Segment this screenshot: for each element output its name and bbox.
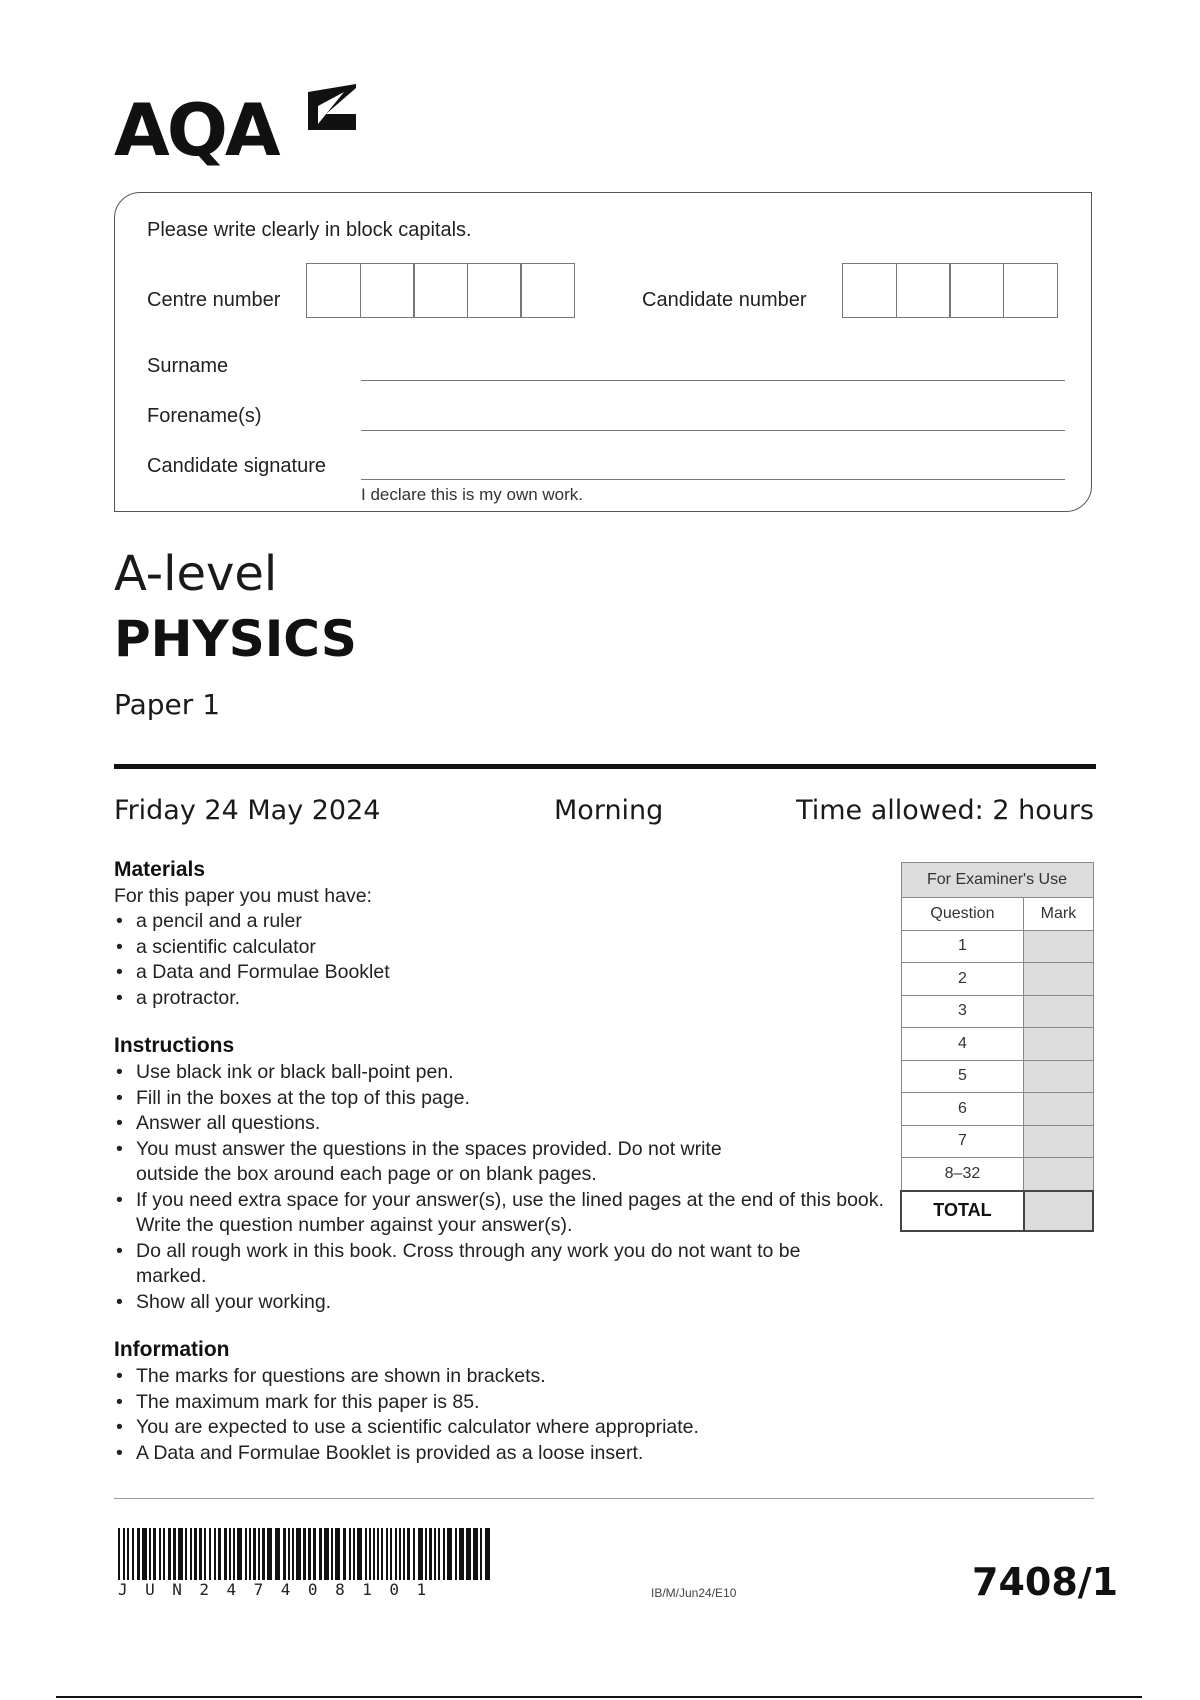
candidate-number-digit-3[interactable] (949, 263, 1004, 318)
signature-line[interactable] (361, 479, 1065, 480)
mark-cell[interactable] (1024, 1060, 1093, 1093)
mark-cell[interactable] (1024, 1125, 1093, 1158)
table-row (901, 930, 1093, 963)
exam-session: Morning (554, 795, 664, 826)
barcode (118, 1528, 490, 1580)
information-heading: Information (114, 1338, 230, 1361)
mark-cell[interactable] (1024, 1158, 1093, 1191)
mark-cell[interactable] (1024, 1028, 1093, 1061)
mark-cell[interactable] (1024, 995, 1093, 1028)
list-item: • Answer all questions. (114, 1111, 874, 1137)
table-row (901, 1125, 1093, 1158)
candidate-number-boxes (842, 263, 1056, 318)
paper-code: 7408/1 (972, 1560, 1119, 1604)
forenames-line[interactable] (361, 430, 1065, 431)
list-item: • Use black ink or black ball-point pen. (114, 1060, 874, 1086)
information-list (114, 1364, 874, 1466)
paper-number: Paper 1 (114, 688, 221, 721)
question-number: 7 (901, 1125, 1024, 1158)
aqa-logo (114, 80, 374, 172)
materials-section (114, 858, 864, 1011)
list-item: • Fill in the boxes at the top of this page. (114, 1086, 874, 1112)
candidate-number-digit-2[interactable] (896, 263, 951, 318)
examiner-use-table (900, 862, 1094, 1232)
candidate-number-label: Candidate number (642, 289, 807, 311)
list-item: • The marks for questions are shown in brackets. (114, 1364, 874, 1390)
qualification-level: A-level (114, 546, 278, 602)
list-item: • a Data and Formulae Booklet (114, 960, 864, 986)
own-work-declaration: I declare this is my own work. (361, 485, 584, 504)
centre-number-digit-3[interactable] (413, 263, 468, 318)
candidate-details-box (114, 192, 1092, 512)
table-row (901, 1060, 1093, 1093)
mark-cell[interactable] (1024, 930, 1093, 963)
list-item: • A Data and Formulae Booklet is provided as a loose insert. (114, 1441, 874, 1467)
mark-column-header: Mark (1024, 898, 1093, 931)
mark-cell[interactable] (1024, 1093, 1093, 1126)
instructions-heading: Instructions (114, 1034, 235, 1057)
materials-list (114, 909, 864, 1011)
surname-line[interactable] (361, 380, 1065, 381)
information-section (114, 1338, 874, 1466)
list-item: • You must answer the questions in the spaces provided. Do not write outside the box around each page or on blank pages. (114, 1137, 776, 1188)
logo-text: AQA (114, 88, 278, 172)
mark-cell[interactable] (1024, 963, 1093, 996)
examiner-use-title: For Examiner's Use (901, 863, 1093, 898)
barcode-number: JUN247408101 (118, 1580, 444, 1599)
table-row (901, 995, 1093, 1028)
question-number: 2 (901, 963, 1024, 996)
centre-number-digit-2[interactable] (360, 263, 415, 318)
candidate-number-digit-4[interactable] (1003, 263, 1058, 318)
table-row (901, 1158, 1093, 1191)
subject-title: PHYSICS (114, 610, 357, 668)
centre-number-digit-1[interactable] (306, 263, 361, 318)
candidate-signature-label: Candidate signature (147, 455, 327, 477)
block-capitals-instruction: Please write clearly in block capitals. (147, 219, 472, 241)
instructions-list (114, 1060, 884, 1315)
candidate-number-digit-1[interactable] (842, 263, 897, 318)
question-number: 3 (901, 995, 1024, 1028)
instructions-section (114, 1034, 884, 1315)
aqa-leaf-icon (304, 80, 362, 136)
list-item: • a scientific calculator (114, 935, 864, 961)
question-number: 1 (901, 930, 1024, 963)
list-item: • Do all rough work in this book. Cross through any work you do not want to be marked. (114, 1239, 816, 1290)
question-number: 4 (901, 1028, 1024, 1061)
reference-code: IB/M/Jun24/E10 (651, 1586, 737, 1600)
list-item: • You are expected to use a scientific calculator where appropriate. (114, 1415, 874, 1441)
centre-number-digit-5[interactable] (520, 263, 575, 318)
exam-date: Friday 24 May 2024 (114, 795, 381, 826)
materials-intro: For this paper you must have: (114, 885, 372, 907)
page-bottom-rule (56, 1696, 1142, 1698)
total-row (901, 1191, 1093, 1231)
question-column-header: Question (901, 898, 1024, 931)
list-item: • The maximum mark for this paper is 85. (114, 1390, 874, 1416)
question-number: 8–32 (901, 1158, 1024, 1191)
title-divider (114, 764, 1096, 769)
list-item: • a protractor. (114, 986, 864, 1012)
list-item: • a pencil and a ruler (114, 909, 864, 935)
table-row (901, 1028, 1093, 1061)
list-item: • Show all your working. (114, 1290, 874, 1316)
table-row (901, 1093, 1093, 1126)
question-number: 5 (901, 1060, 1024, 1093)
centre-number-boxes (306, 263, 574, 318)
footer-divider (114, 1498, 1094, 1499)
total-mark-cell[interactable] (1024, 1191, 1093, 1231)
total-label: TOTAL (901, 1191, 1024, 1231)
table-row (901, 963, 1093, 996)
centre-number-digit-4[interactable] (467, 263, 522, 318)
surname-label: Surname (147, 355, 229, 377)
question-number: 6 (901, 1093, 1024, 1126)
forenames-label: Forename(s) (147, 405, 262, 427)
time-allowed: Time allowed: 2 hours (796, 795, 1094, 826)
centre-number-label: Centre number (147, 289, 281, 311)
list-item: • If you need extra space for your answer(s), use the lined pages at the end of this book. Write the question number against your answer(s). (114, 1188, 896, 1239)
materials-heading: Materials (114, 858, 206, 881)
